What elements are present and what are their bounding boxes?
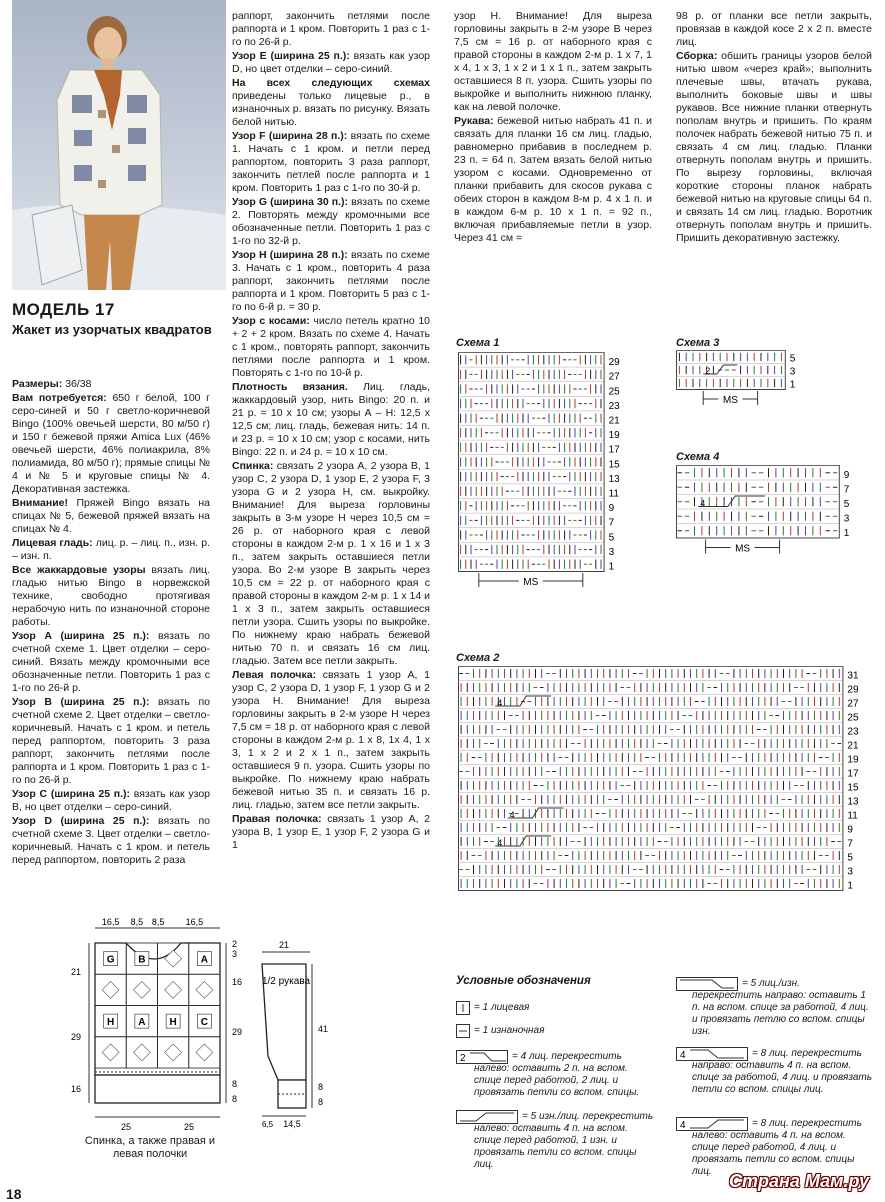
col2-paragraph — [232, 10, 430, 49]
pattern-top-dim: 16,5 — [185, 917, 204, 927]
text-column-1 — [12, 378, 210, 868]
s1-row-label: 13 — [608, 473, 620, 485]
col2-paragraph-heading: Узор с косами: — [232, 315, 310, 327]
s1-row-label: 5 — [608, 532, 615, 544]
schema-3-title: Схема 3 — [676, 337, 720, 349]
s2-row-label: 5 — [847, 852, 853, 864]
col2-paragraph — [232, 813, 430, 852]
col1-paragraph — [12, 788, 210, 814]
sleeve-top-dim: 21 — [278, 940, 290, 950]
legend-cross-5-left: = 5 изн./лиц. перекрестить налево: оставить 4 п. на вспом. спице перед работой, 1 изн. и провязать петли со вспом. спицы лиц. — [474, 1111, 654, 1170]
page-number: 18 — [6, 1186, 22, 1202]
s2-row-label: 25 — [847, 712, 859, 724]
col1-paragraph-text: вязать лиц. гладью нитью Bingo в норвежской технике, свободно протягивая нерабочую нить по изнаночной стороне работы. — [12, 564, 210, 628]
s1-row-label: 9 — [608, 503, 615, 515]
sleeve-pattern-diagram — [248, 938, 330, 1130]
pattern-caption: Спинка, а также правая и левая полочки — [84, 1135, 216, 1160]
s2-row-label: 13 — [847, 796, 859, 808]
schema-4-title: Схема 4 — [676, 451, 720, 463]
schema-3-chart — [676, 350, 816, 420]
schema-2-title: Схема 2 — [456, 652, 500, 664]
col1-paragraph — [12, 392, 210, 496]
col1-paragraph-text: вязать как узор В, но цвет отделки – серо-синий. — [12, 788, 211, 813]
col4-paragraph-text: обшить границы узоров белой нитью швом «через край»; выполнить плечевые швы, втачать рукава, выполнить боковые швы и швы рукавов. Все нижние планки отвернуть пополам внутрь и пришить. По краям полочек набрать бежевой нитью 75 п. и связать 4 см лиц. гладью. Планки отвернуть пополам внутрь и пришить. По вырезу горловины, включая короткие стороны планок набрать бежевой нитью на круговые спицы 64 п. и связать 14 см лиц. гладью. Воротник отвернуть пополам внутрь и пришить. Пришить декоративную застежку. — [676, 50, 872, 244]
legend-cross-4-left: = 4 лиц. перекрестить налево: оставить 2 п. на вспом. спице перед работой, 2 лиц. и провязать петли со вспом. спицы. — [474, 1051, 640, 1098]
legend-cross-4-number: 2 — [460, 1053, 466, 1064]
s1-row-label: 29 — [608, 357, 620, 369]
col2-paragraph-text: вязать по схеме 2. Повторять между кромочными все обозначенные петли. Повторить 1 раз с 1-го по 32-й р. — [232, 196, 430, 247]
col1-paragraph — [12, 497, 210, 536]
s1-row-label: 15 — [608, 459, 620, 471]
s2-row-label: 1 — [847, 880, 853, 892]
s1-row-label: 25 — [608, 386, 620, 398]
col2-paragraph-heading: Узор H (ширина 28 п.): — [232, 249, 348, 261]
s2-row-label: 3 — [847, 866, 853, 878]
col1-paragraph-text: 36/38 — [62, 378, 92, 390]
legend-cross-5-right: = 5 лиц./изн. перекрестить направо: оставить 1 п. на вспом. спице за работой, 4 лиц. и провязать петлю со вспом. спицы изн. — [692, 978, 869, 1037]
pattern-right-dim: 29 — [232, 1027, 243, 1037]
s2-row-label: 9 — [847, 824, 853, 836]
s1-row-label: 11 — [608, 488, 619, 500]
s1-row-label: 3 — [608, 546, 615, 558]
watermark — [729, 1171, 869, 1192]
col1-paragraph-heading: Узор В (ширина 25 п.): — [12, 696, 150, 708]
cable-count: 4 — [509, 810, 515, 820]
col1-paragraph — [12, 537, 210, 563]
col2-paragraph-heading: Узор Е (ширина 25 п.): — [232, 50, 350, 62]
col3-paragraph-text: узор H. Внимание! Для выреза горловины закрыть в 2-м узоре В через 7,5 см = 16 р. от наборного края с правой стороны в каждом 2-м р. 1 x 7, 1 x 4, 1 x 3, 1 x 2 и 1 x 1 п., затем закрыть оставшиеся 8 п. узора. Сшить узоры по выкройке и выполнить нижнюю планку, как на левой полочке. — [454, 10, 652, 113]
col1-paragraph — [12, 630, 210, 695]
col1-paragraph-heading: Узор С (ширина 25 п.): — [12, 788, 131, 800]
sleeve-right-dim: 41 — [318, 1024, 329, 1034]
col4-paragraph — [676, 50, 872, 245]
s2-row-label: 11 — [847, 810, 858, 822]
col2-paragraph — [232, 381, 430, 459]
legend-purl-symbol — [456, 1024, 470, 1038]
legend-knit-symbol — [456, 1001, 470, 1015]
s2-row-label: 15 — [847, 782, 859, 794]
col2-paragraph-heading: Плотность вязания. — [232, 381, 348, 393]
pattern-right-dim: 8 — [232, 1094, 238, 1104]
s2-row-label: 19 — [847, 754, 859, 766]
col1-paragraph — [12, 815, 210, 867]
sleeve-right-dim: 8 — [318, 1097, 324, 1107]
col1-paragraph-heading: Вам потребуется: — [12, 392, 107, 404]
col1-paragraph-heading: Все жаккардовые узоры — [12, 564, 146, 576]
col2-paragraph-text: вязать как узор D, но цвет отделки – серо-синий. — [232, 50, 431, 75]
s2-row-label: 23 — [847, 726, 859, 738]
col1-paragraph-text: вязать по счетной схеме 1. Цвет отделки – серо-синий. Вязать между кромочными все обозначенные петли. Повторить 1 раз с 1-го по 26-й р. — [12, 630, 210, 694]
s2-row-label: 29 — [847, 684, 859, 696]
pattern-square-label: G — [106, 954, 115, 966]
s2-grid — [458, 667, 843, 891]
schema-1-title: Схема 1 — [456, 337, 500, 349]
pattern-right-dim: 16 — [232, 977, 243, 987]
col2-paragraph-heading: Правая полочка: — [232, 813, 322, 825]
col2-paragraph-heading: Узор G (ширина 30 п.): — [232, 196, 349, 208]
col2-paragraph — [232, 50, 430, 76]
sleeve-label-line: 1/2 рукава — [261, 976, 311, 987]
cable-count: 4 — [497, 838, 503, 848]
s1-row-label: 19 — [608, 430, 620, 442]
pattern-square-label: H — [107, 1017, 115, 1029]
col2-paragraph — [232, 460, 430, 668]
col2-paragraph-heading: На всех следующих схемах — [232, 77, 430, 89]
col3-paragraph — [454, 115, 652, 245]
watermark-text: Страна Мам — [729, 1171, 844, 1191]
s3-row-label: 3 — [789, 366, 796, 378]
col2-paragraph-heading: Узор F (ширина 28 п.): — [232, 130, 348, 142]
col2-paragraph-heading: Левая полочка: — [232, 669, 317, 681]
col1-paragraph — [12, 378, 210, 391]
col4-paragraph-text: 98 р. от планки все петли закрыть, провязав в каждой косе 2 x 2 п. вместе лиц. — [676, 10, 872, 48]
repeat-label: MS — [735, 543, 751, 555]
col4-paragraph-heading: Сборка: — [676, 50, 718, 62]
pattern-right-dim: 3 — [232, 949, 238, 959]
schema-2-chart — [458, 666, 878, 906]
text-column-4 — [676, 10, 872, 246]
watermark-suffix: .ру — [843, 1171, 869, 1191]
col2-paragraph-text: Лиц. гладь, жаккардовый узор, нить Bingo: 20 п. и 21 р. = 10 x 10 см; узоры А – Н: 12,5 x 12,5 см; лиц. гладь, бежевая нить: 14 п. и 23 р. = 10 x 10 см; узор с косами, нить Bingo: 22 п. и 24 р. = 10 x 10 см. — [232, 381, 430, 458]
col2-paragraph — [232, 669, 430, 812]
s4-row-label: 1 — [843, 528, 850, 539]
pattern-top-dim: 16,5 — [101, 917, 120, 927]
legend-title: Условные обозначения — [456, 975, 591, 987]
pattern-right-dim: 8 — [232, 1079, 238, 1089]
s2-row-label: 31 — [847, 670, 859, 682]
pattern-bottom-dim: 25 — [183, 1122, 195, 1130]
col1-paragraph-heading: Узор А (ширина 25 п.): — [12, 630, 150, 642]
col2-paragraph — [232, 77, 430, 129]
legend-purl: = 1 изнаночная — [474, 1025, 545, 1036]
model-title: МОДЕЛЬ 17 — [12, 300, 115, 319]
pattern-bottom-dim: 25 — [120, 1122, 132, 1130]
schema-4-chart — [676, 465, 871, 565]
col1-paragraph-heading: Размеры: — [12, 378, 63, 390]
s1-grid — [458, 353, 604, 572]
pattern-square-label: A — [138, 1017, 146, 1029]
cable-count: 2 — [705, 366, 711, 376]
s1-row-label: 21 — [608, 415, 620, 427]
s4-row-label: 7 — [843, 484, 850, 496]
col2-paragraph — [232, 249, 430, 314]
s2-row-label: 17 — [847, 768, 859, 780]
col2-paragraph-text: связать 1 узор А, 2 узора В, 1 узор Е, 1 узор F, 2 узора G и 1 — [232, 813, 430, 851]
text-column-2 — [232, 10, 430, 853]
legend-cross-8-left-number: 4 — [680, 1120, 686, 1131]
s3-grid — [676, 351, 785, 390]
s2-row-label: 27 — [847, 698, 859, 710]
s4-row-label: 9 — [843, 470, 850, 481]
col1-paragraph-text: 650 г белой, 100 г серо-синей и 50 г светло-коричневой Bingo (100% овечьей шерсти, 80 м/50 г) и 150 г бежевой пряжи Amica Lux (46% овечьей шерсти, 46% полиакрила, 8% полиамида, 80 м/50 г); прямые спицы № 4 и № 5 и круговые спицы № 4. Декоративная застежка. — [12, 392, 210, 495]
pattern-top-dim: 8,5 — [130, 917, 144, 927]
legend-cross-8-left: = 8 лиц. перекрестить налево: оставить 4 п. на вспом. спице перед работой, 4 лиц. и провязать петли со вспом. спицы лиц. — [692, 1118, 862, 1177]
col2-paragraph-heading: Спинка: — [232, 460, 274, 472]
col1-paragraph-text: лиц. р. – лиц. п., изн. р. – изн. п. — [12, 537, 210, 562]
cable-count: 4 — [497, 698, 503, 708]
pattern-left-dim: 16 — [71, 1084, 82, 1094]
pattern-left-dim: 21 — [71, 967, 82, 977]
col1-paragraph-text: вязать по счетной схеме 2. Цвет отделки – светло-коричневый. Начать с 1 кром. и петель перед раппортом, повторить 3 раза раппорт, закончить петлями после раппорта и 1 кром. Повторить 1 раз с 1-го по 26-й р. — [12, 696, 210, 786]
s3-row-label: 1 — [789, 379, 796, 391]
s3-row-label: 5 — [789, 353, 796, 365]
col2-paragraph-text: связать 2 узора А, 2 узора В, 1 узор С, 2 узора D, 1 узор Е, 2 узора F, 3 узора G и 2 узора H, см. выкройку. Внимание! Для выреза горловины закрыть в 3-м узоре H через 10,5 см = 26 р. от наборного края с левой стороны в каждом 2-м р. 1 x 16 и 1 x 3 п., затем закрыть оставшиеся петли узора. Во 2-м узоре В закрыть через 10,5 см = 22 р. от наборного края с правой стороны в каждом 2-м р. 1 x 14 и 1 x 3 п., затем закрыть оставшиеся петли узора. Сшить узоры по выкройке. По нижнему краю набрать бежевой нитью 70 п. и связать 16 см лиц. гладью. Затем все петли закрыть. — [232, 460, 430, 667]
col3-paragraph-heading: Рукава: — [454, 115, 494, 127]
sleeve-bottom-dim: 6,5 — [262, 1120, 274, 1129]
col1-paragraph-heading: Внимание! — [12, 497, 68, 509]
pattern-top-dim: 8,5 — [151, 917, 165, 927]
col1-paragraph-text: Пряжей Bingo вязать на спицах № 5, бежевой пряжей вязать на спицах № 4. — [12, 497, 210, 535]
col2-paragraph — [232, 196, 430, 248]
schema-1-chart — [458, 352, 628, 597]
col2-paragraph-text: число петель кратно 10 + 2 + 2 кром. Вязать по схеме 4. Начать с 1 кром., повторять раппорт, закончить петлями после раппорта и 1 кром. Повторять с 1-го по 10-й р. — [232, 315, 431, 379]
sleeve-bottom-dim: 14,5 — [283, 1119, 301, 1129]
s1-row-label: 27 — [608, 371, 620, 383]
col1-paragraph — [12, 564, 210, 629]
legend-cross-8-right-number: 4 — [680, 1050, 686, 1061]
cable-count: 4 — [700, 498, 706, 509]
col1-paragraph-heading: Лицевая гладь: — [12, 537, 93, 549]
model-photo — [12, 0, 226, 290]
model-subtitle: Жакет из узорчатых квадратов — [12, 322, 212, 337]
col2-paragraph-text: раппорт, закончить петлями после раппорта и 1 кром. Повторить 1 раз с 1-го по 26-й р. — [232, 10, 430, 48]
legend-cross-8-right: = 8 лиц. перекрестить направо: оставить 4 п. на вспом. спице за работой, 4 лиц. и провязать петли со вспом. спицы лиц. — [692, 1048, 873, 1095]
s2-row-label: 21 — [847, 740, 859, 752]
col3-paragraph-text: бежевой нитью набрать 41 п. и связать для планки 16 см лиц. гладью, равномерно прибавив в последнем р. 23 п. = 64 п. Затем вязать белой нитью узором с косами. Одновременно от планки прибавить для скосов рукава с обеих сторон в каждом 8-м р. 4 x 1 п. и в каждом 6-м р. 10 x 1 п. = 92 п., включая прибавляемые петли в узор. Через 41 см = — [454, 115, 652, 244]
col2-paragraph — [232, 315, 430, 380]
pattern-square-label: H — [169, 1017, 177, 1029]
col1-paragraph — [12, 696, 210, 787]
pattern-square-label: B — [138, 954, 146, 966]
col1-paragraph-heading: Узор D (ширина 25 п.): — [12, 815, 150, 827]
pattern-right-dim: 2 — [232, 939, 238, 949]
s1-row-label: 17 — [608, 444, 620, 456]
s1-row-label: 23 — [608, 400, 620, 412]
col3-paragraph — [454, 10, 652, 114]
col1-paragraph-text: вязать по счетной схеме 3. Цвет отделки – светло-коричневый. Начать с 1 кром. и петель перед раппортом, повторить 2 раза — [12, 815, 210, 866]
col2-paragraph-text: вязать по схеме 3. Начать с 1 кром., повторить 4 раза раппорт, закончить петлями после раппорта и 1 кром. Повторить 5 раз с 1-го по 6-й р. = 30 р. — [232, 249, 430, 313]
text-column-3 — [454, 10, 652, 246]
s1-row-label: 7 — [608, 517, 615, 529]
col2-paragraph-text: связать 1 узор А, 1 узор С, 2 узора D, 1 узор F, 1 узор G и 2 узора H. Внимание! Для выреза горловины закрыть в 2-м узоре H через 7,5 см = 18 р. от наборного края с левой стороны в каждом 2-м р. 1 x 8, 1x 4, 1 x 3, 1 x 2 и 2 x 1 п., затем закрыть оставшиеся 9 п. узора. Сшить узоры по выкройке. По нижнему краю набрать бежевой нитью 35 п. и связать 16 р. лиц. гладью, затем все петли закрыть. — [232, 669, 430, 811]
pattern-square-label: A — [200, 954, 208, 966]
repeat-label: MS — [523, 577, 539, 588]
legend-knit: = 1 лицевая — [474, 1002, 530, 1013]
col4-paragraph — [676, 10, 872, 49]
col2-paragraph-text: вязать по схеме 1. Начать с 1 кром. и петли перед раппортом, повторить 3 раза раппорт, закончить петлей после раппорта и 1 кром. Повторить 1 раз с 1-го по 30-й р. — [232, 130, 431, 194]
pattern-square-label: C — [200, 1017, 208, 1029]
s4-row-label: 3 — [843, 513, 850, 525]
col2-paragraph-text: приведены только лицевые р., в изнаночных р. вязать по рисунку. Вязать белой нитью. — [232, 90, 430, 128]
col2-paragraph — [232, 130, 430, 195]
s2-row-label: 7 — [847, 838, 853, 850]
s1-row-label: 1 — [608, 561, 615, 573]
repeat-label: MS — [722, 395, 738, 406]
pattern-left-dim: 29 — [71, 1032, 82, 1042]
sleeve-right-dim: 8 — [318, 1082, 324, 1092]
s4-row-label: 5 — [843, 499, 850, 510]
body-pattern-diagram — [55, 915, 255, 1130]
